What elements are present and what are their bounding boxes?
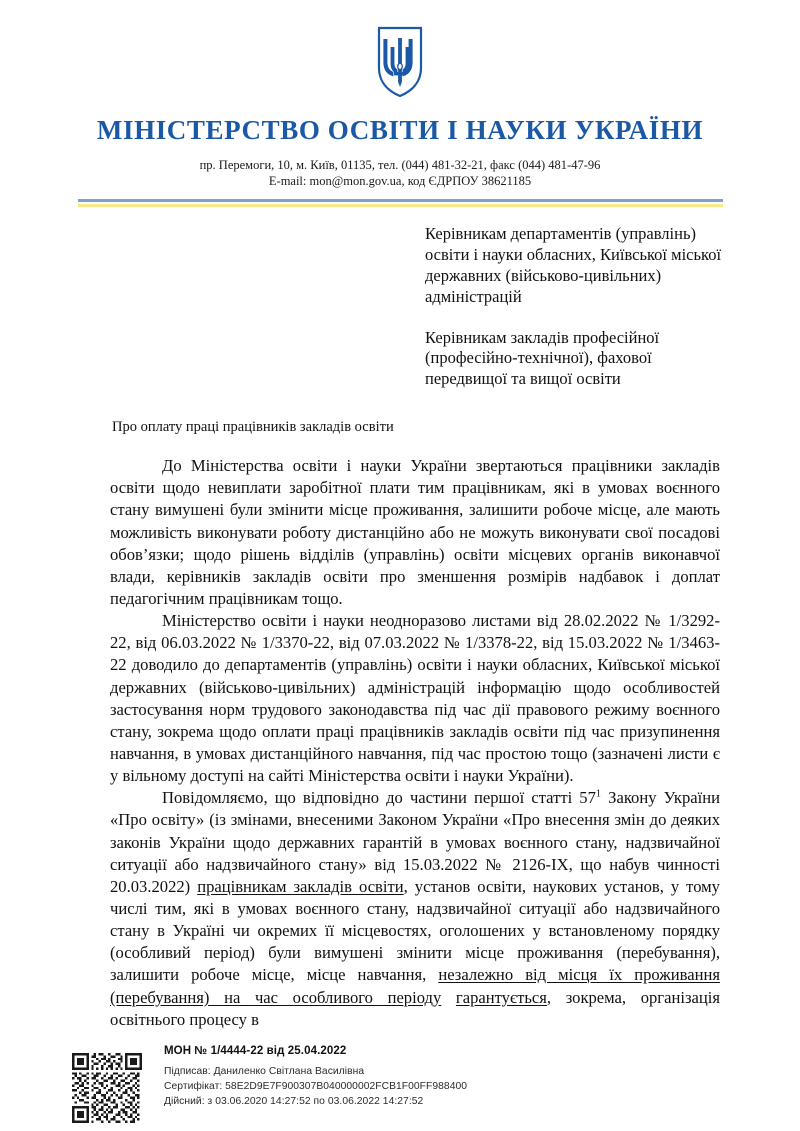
addressee-block (0, 224, 800, 391)
article-superscript: 1 (595, 788, 602, 800)
certificate-line: Сертифікат: 58E2D9E7F900307B040000002FCB1F00FF988400 (164, 1081, 468, 1093)
signed-by-line: Підписав: Даниленко Світлана Василівна (164, 1066, 365, 1077)
p3-segment-intro: Повідомляємо, що відповідно до частини першої статті 57 (162, 788, 596, 808)
p3-segment-law: Закону України «Про освіту» (із змінами, внесеними Законом України «Про внесення змін до деяких законів України щодо державних гарантій в умовах воєнного стану, надзвичайної ситуації або надзвичайного стану» від 15.03.2022 № 2126-IX, що набув чинності 20.03.2022) (110, 788, 720, 896)
letter-body (0, 455, 800, 1031)
email-line: E-mail: mon@mon.gov.ua, код ЄДРПОУ 38621185 (268, 174, 532, 189)
p3-underlined-3: гарантується (455, 987, 547, 1007)
flag-divider (78, 199, 723, 207)
p3-segment-mid: , установ освіти, наукових установ, у тому числі тим, які в умовах воєнного стану, надзвичайної ситуації або надзвичайного стану в Україні чи окремих її місцевостях, оголошених у встановленому порядку (особливий період) були вимушені змінити місце проживання (перебування), залишити робоче місце, місце навчання, (110, 876, 720, 985)
validity-line: Дійсний: з 03.06.2020 14:27:52 по 03.06.2022 14:27:52 (164, 1096, 424, 1108)
qr-code (72, 1053, 142, 1123)
paragraph-1: До Міністерства освіти і науки України звертаються працівники закладів освіти щодо невиплати заробітної плати тим працівникам, які в умовах воєнного стану вимушені були змінити місце проживання, залишити робоче місце, але мають можливість виконувати роботу дистанційно або не можуть виконувати свої посадові обов’язки; щодо рішень відділів (управлінь) освіти місцевих органів виконавчої влади, керівників закладів освіти про зменшення розмірів надбавок і доплат педагогічним працівникам тощо. (110, 456, 720, 609)
ukraine-trident-coat-of-arms-icon (377, 26, 423, 98)
p3-segment-mid-2 (441, 988, 456, 1007)
p3-underlined-1: працівникам закладів освіти (197, 876, 404, 896)
addressee-1: Керівникам департаментів (управлінь) освіти і науки обласних, Київської міської державних (військово-цивільних) адміністрацій (425, 223, 722, 306)
paragraph-3 (110, 787, 720, 1031)
subject-line: Про оплату праці працівників закладів освіти (112, 419, 394, 436)
p3-segment-tail: , зокрема, організація освітнього процесу в (110, 987, 720, 1029)
document-number: МОН № 1/4444-22 від 25.04.2022 (164, 1045, 347, 1057)
contact-block (0, 157, 800, 190)
signature-text-block (164, 1045, 467, 1110)
addressee-2: Керівникам закладів професійної (професійно-технічної), фахової передвищої та вищої освіти (425, 327, 660, 389)
ministry-title: МІНІСТЕРСТВО ОСВІТИ І НАУКИ УКРАЇНИ (96, 115, 704, 145)
address-line: пр. Перемоги, 10, м. Київ, 01135, тел. (044) 481-32-21, факс (044) 481-47-96 (199, 157, 601, 172)
divider-yellow-line (78, 204, 723, 207)
paragraph-2: Міністерство освіти і науки неодноразово листами від 28.02.2022 № 1/3292-22, від 06.03.2022 № 1/3370-22, від 07.03.2022 № 1/3378-22, від 15.03.2022 № 1/3463-22 доводило до департаментів (управлінь) освіти і науки обласних, Київської міської державних (військово-цивільних) адміністрацій інформацію щодо особливостей застосування норм трудового законодавства під час дії правового режиму воєнного стану, зокрема щодо оплати праці працівників закладів освіти під час призупинення навчання, в умовах дистанційного навчання, під час простою тощо (зазначені листи є у вільному доступі на сайті Міністерства освіти і науки України). (110, 611, 720, 786)
letterhead (0, 0, 800, 207)
signature-footer (72, 1045, 732, 1123)
p3-underlined-2: незалежно від місця їх проживання (перебування) на час особливого періоду (110, 965, 720, 1007)
